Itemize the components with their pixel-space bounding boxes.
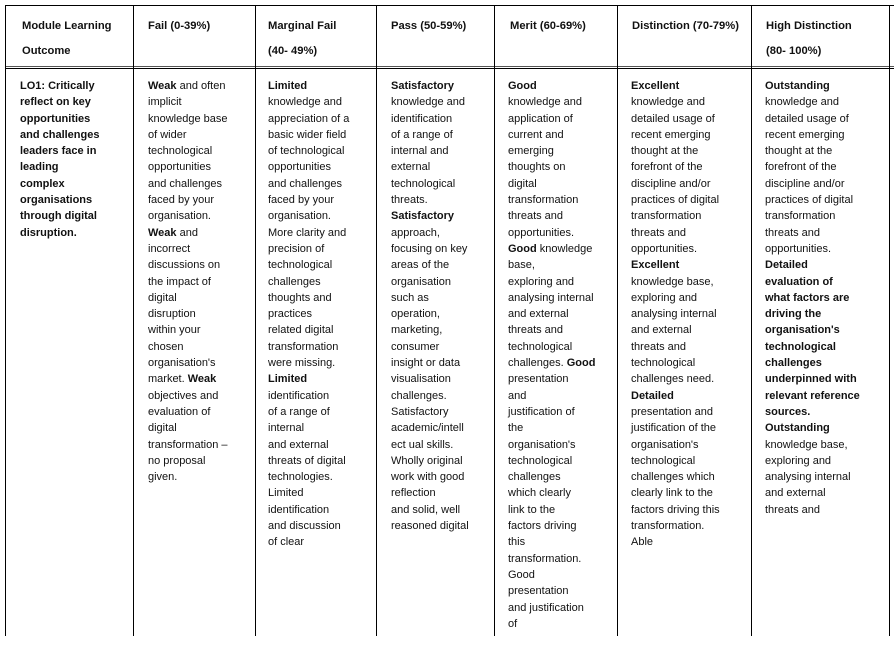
header-line: Distinction (70-79%): [632, 20, 739, 32]
header-line: Marginal Fail: [268, 20, 337, 32]
criteria-keyword: Good: [508, 242, 537, 255]
column-divider: [751, 5, 752, 636]
criteria-text: presentation and justification of the organisation's technological challenges which clearly link to the factors driving this transformation. Able: [631, 405, 720, 549]
criteria-keyword: Satisfactory: [391, 210, 454, 223]
header-fail: [148, 14, 210, 39]
header-line: Outcome: [22, 45, 71, 57]
criteria-keyword: Weak: [187, 373, 217, 386]
criteria-keyword: Satisfactory: [391, 80, 454, 92]
criteria-text: knowledge and application of current and emerging thoughts on digital transformation threats and opportunities.: [508, 96, 583, 239]
criteria-keyword: Good: [566, 357, 596, 370]
criteria-keyword: Detailed evaluation of what factors are driving the organisation's technological challenges underpinned with relevant reference sources. Outstanding: [765, 259, 860, 435]
table-top-border: [5, 5, 894, 6]
criteria-keyword: Excellent: [631, 259, 680, 272]
criteria-text: knowledge base, exploring and analysing internal and external threats and: [765, 438, 851, 516]
header-line: (40- 49%): [268, 45, 318, 57]
column-divider: [889, 5, 890, 636]
header-merit: [510, 14, 586, 39]
header-module-outcome: [22, 14, 112, 64]
criteria-keyword: Limited: [268, 80, 308, 92]
criteria-text: knowledge and detailed usage of recent emerging thought at the forefront of the discipline and/or practices of digital transformation threats and opportunities.: [765, 96, 854, 255]
header-line: Fail (0-39%): [148, 20, 211, 32]
criteria-keyword: Weak: [148, 80, 177, 92]
criteria-text: and incorrect discussions on the impact of digital disruption within your chosen organisation's market.: [148, 226, 221, 386]
criteria-text: presentation and justification of the organisation's technological challenges which clearly link to the factors driving this transformation. Good presentation and justification of: [508, 373, 584, 630]
header-line: Merit (60-69%): [510, 20, 586, 32]
header-high-distinction: [766, 14, 852, 64]
criteria-text: knowledge and identification of a range of internal and external technological threats.: [391, 96, 466, 207]
criteria-text: knowledge and appreciation of a basic wider field of technological opportunities and challenges faced by your organisation. More clarity and precision of technological challenges thoughts and practices related digital transformation were missing.: [268, 96, 350, 370]
column-divider: [376, 5, 377, 636]
criteria-keyword: Detailed: [631, 389, 674, 402]
header-distinction: [632, 14, 739, 39]
criteria-text: identification of a range of internal and external threats of digital technologies. Limited identification and discussion of clear: [268, 389, 346, 549]
criteria-keyword: Good: [508, 80, 537, 92]
criteria-keyword: Excellent: [631, 80, 680, 92]
pass-criteria: [391, 78, 469, 534]
criteria-text: and often implicit knowledge base of wider technological opportunities and challenges faced by your organisation.: [148, 80, 228, 223]
merit-criteria: [508, 78, 595, 632]
criteria-keyword: Weak: [148, 226, 177, 239]
header-line: Module Learning: [22, 20, 112, 32]
header-line: High Distinction: [766, 20, 852, 32]
header-divider: [5, 66, 894, 67]
criteria-keyword: Limited: [268, 373, 308, 386]
fail-criteria: [148, 78, 228, 485]
learning-outcome-lo1: LO1: Critically reflect on key opportunities and challenges leaders face in leading complex organisations through digital disruption.: [20, 80, 100, 239]
column-divider: [5, 5, 6, 636]
column-divider: [133, 5, 134, 636]
header-marginal-fail: [268, 14, 336, 64]
criteria-text: objectives and evaluation of digital transformation – no proposal given.: [148, 389, 228, 484]
column-divider: [617, 5, 618, 636]
distinction-criteria: [631, 78, 720, 551]
column-divider: [255, 5, 256, 636]
marginal-fail-criteria: [268, 78, 349, 551]
column-divider: [494, 5, 495, 636]
header-pass: [391, 14, 466, 39]
criteria-text: approach, focusing on key areas of the organisation such as operation, marketing, consumer insight or data visualisation challenges. Satisfactory academic/intell ect ual skills. Wholly original work with good reflection and solid, well reasoned digital: [391, 226, 469, 533]
high-distinction-criteria: [765, 78, 860, 518]
criteria-text: knowledge base, exploring and analysing internal and external threats and technological challenges need.: [631, 275, 717, 386]
header-divider-bold: [5, 68, 894, 69]
header-line: (80- 100%): [766, 45, 822, 57]
header-line: Pass (50-59%): [391, 20, 467, 32]
criteria-keyword: Outstanding: [765, 80, 830, 92]
criteria-text: knowledge base, exploring and analysing internal and external threats and technological challenges.: [508, 242, 594, 370]
criteria-text: knowledge and detailed usage of recent emerging thought at the forefront of the discipline and/or practices of digital transformation threats and opportunities.: [631, 96, 720, 255]
